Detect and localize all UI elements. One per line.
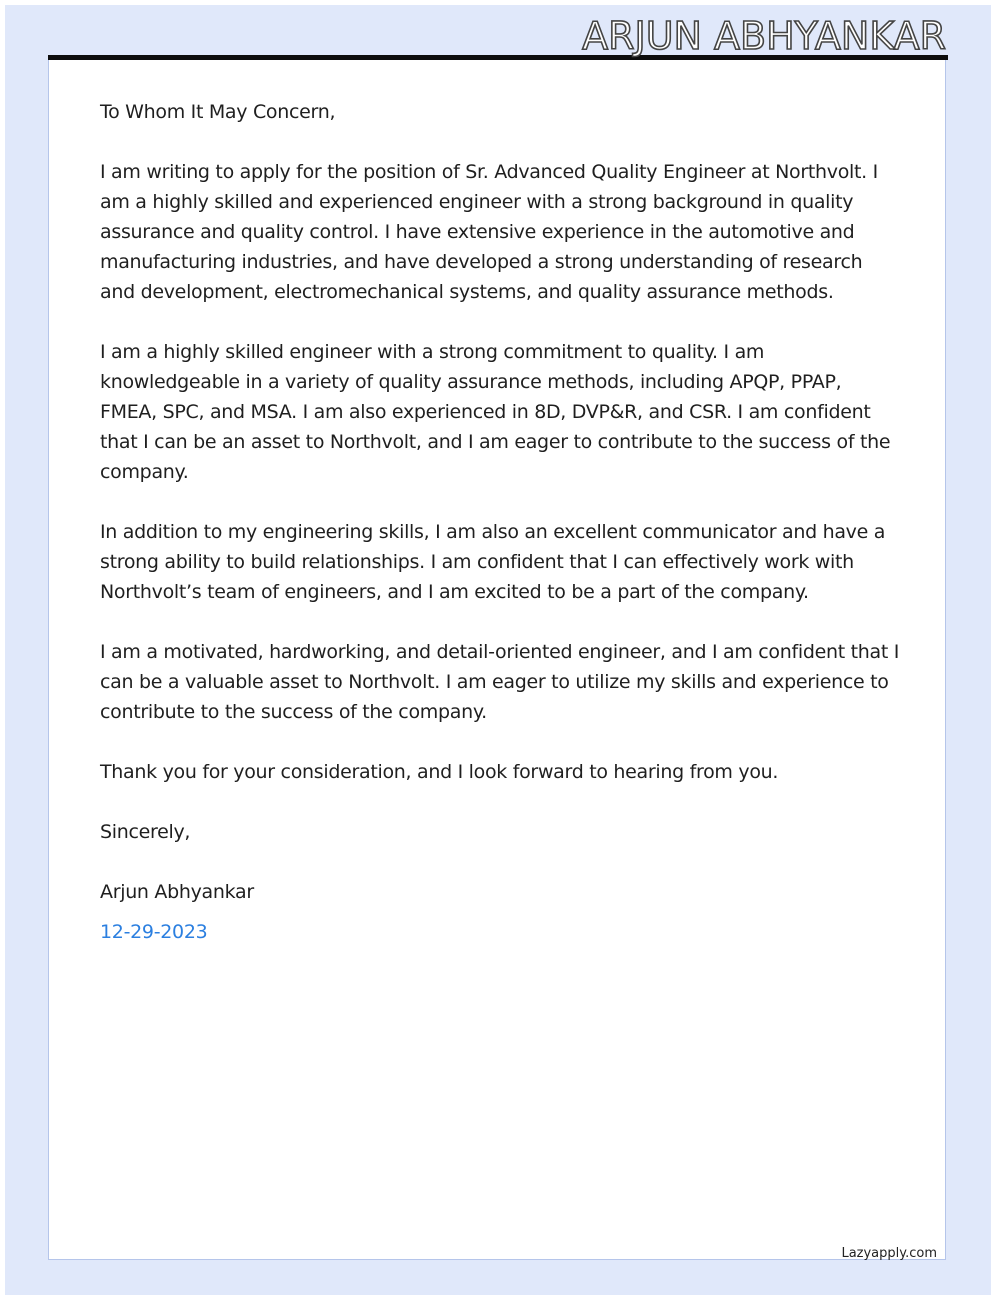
- letter-date: 12-29-2023: [100, 921, 208, 943]
- body-paragraph: I am a motivated, hardworking, and detail-oriented engineer, and I am confident that I can be a valuable asset to Northvolt. I am eager to utilize my skills and experience to contribute to the success of the company.: [100, 641, 900, 723]
- body-paragraph: Thank you for your consideration, and I look forward to hearing from you.: [100, 761, 779, 783]
- body-paragraph: In addition to my engineering skills, I am also an excellent communicator and have a strong ability to build relationships. I am confident that I can effectively work with Northvolt’s team of engineers, and I am excited to be a part of the company.: [100, 521, 886, 603]
- letter-body: [100, 97, 900, 977]
- header-name: ARJUN ABHYANKAR: [582, 14, 946, 58]
- body-paragraph: I am a highly skilled engineer with a strong commitment to quality. I am knowledgeable in a variety of quality assurance methods, including APQP, PPAP, FMEA, SPC, and MSA. I am also experienced in 8D, DVP&R, and CSR. I am confident that I can be an asset to Northvolt, and I am eager to contribute to the success of the company.: [100, 341, 891, 483]
- salutation: To Whom It May Concern,: [100, 101, 336, 123]
- signature-name: Arjun Abhyankar: [100, 881, 254, 903]
- body-paragraph: I am writing to apply for the position of Sr. Advanced Quality Engineer at Northvolt. I am a highly skilled and experienced engineer with a strong background in quality assurance and quality control. I have extensive experience in the automotive and manufacturing industries, and have developed a strong understanding of research and development, electromechanical systems, and quality assurance methods.: [100, 161, 878, 303]
- closing: Sincerely,: [100, 821, 191, 843]
- footer-watermark: Lazyapply.com: [841, 1246, 937, 1261]
